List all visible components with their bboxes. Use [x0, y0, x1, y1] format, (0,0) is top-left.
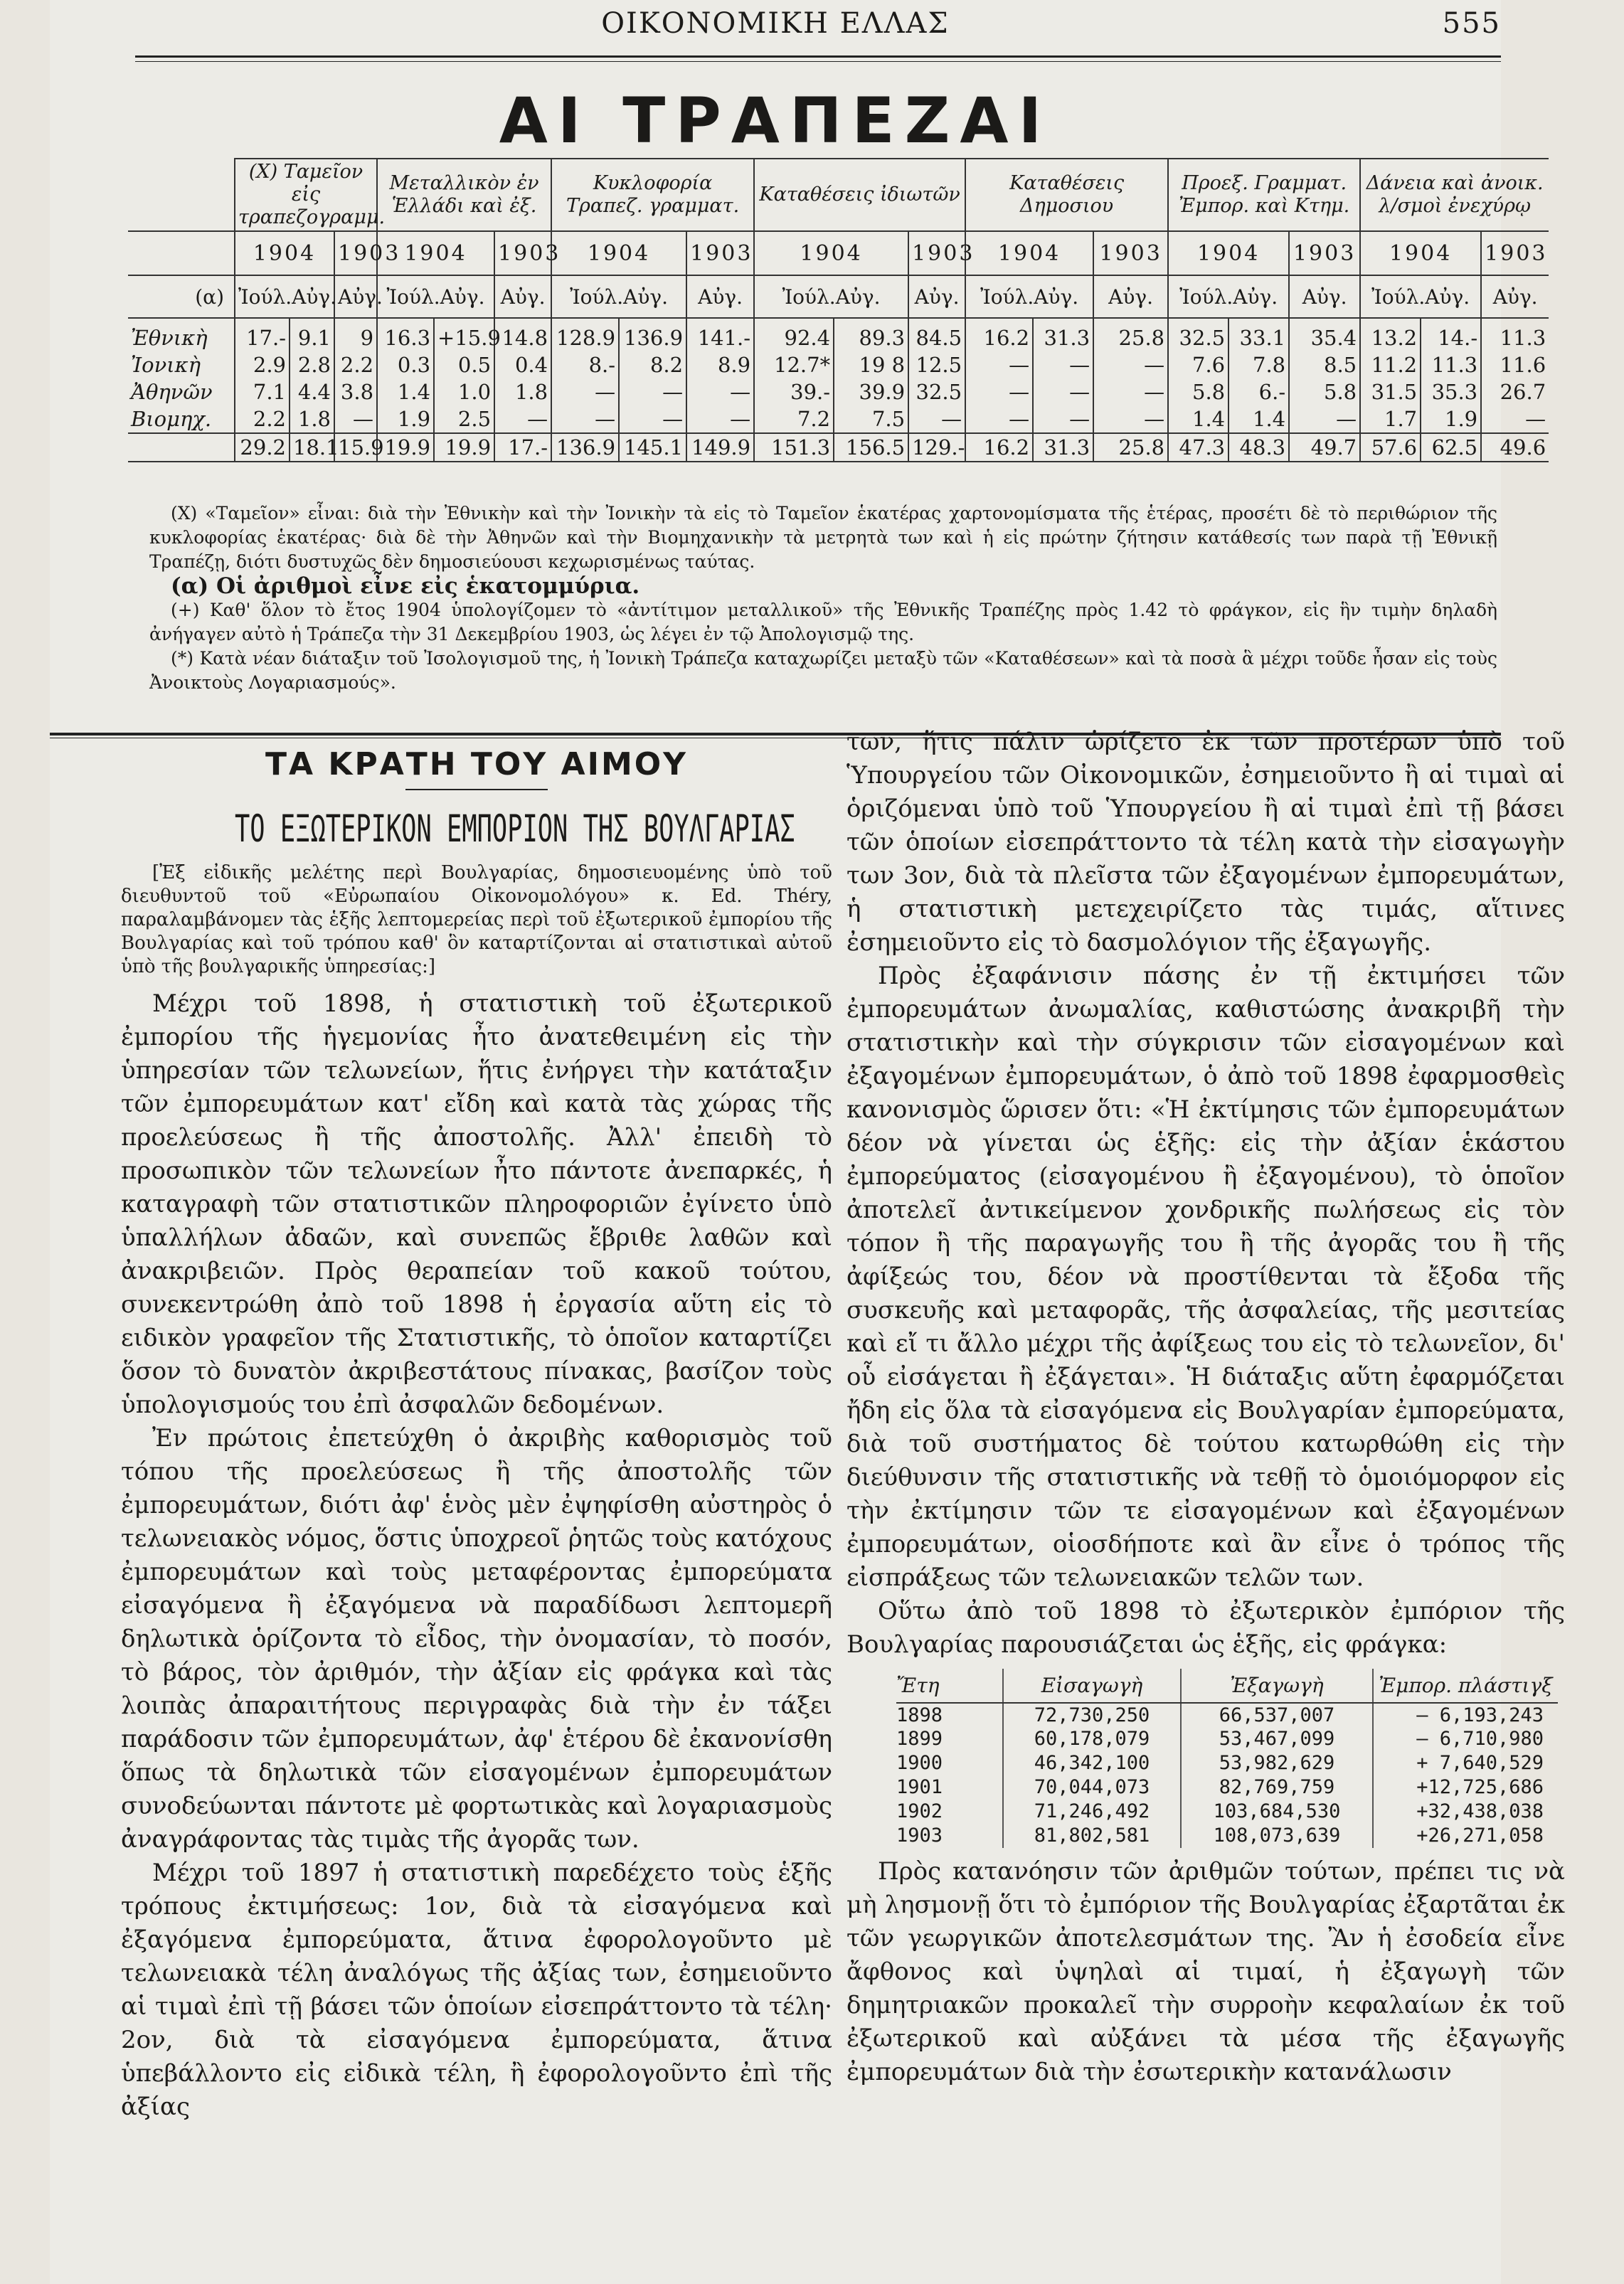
- trade-row: [896, 1800, 1558, 1824]
- table-cell: —: [551, 405, 619, 433]
- trade-exp: 108,073,639: [1181, 1824, 1373, 1848]
- table-cell: 11.2: [1360, 351, 1421, 378]
- year-cell: 1903: [1093, 231, 1168, 275]
- total-cell: 19.9: [377, 433, 434, 462]
- month-cell: Ἰούλ.Αὐγ.: [1168, 275, 1289, 318]
- month-cell: Ἰούλ.Αὐγ.: [754, 275, 908, 318]
- table-cell: 92.4: [754, 318, 834, 351]
- table-cell: 7.8: [1228, 351, 1289, 378]
- total-cell: 16.2: [965, 433, 1033, 462]
- table-cell: —: [1289, 405, 1360, 433]
- table-cell: 33.1: [1228, 318, 1289, 351]
- paragraph: Οὕτω ἀπὸ τοῦ 1898 τὸ ἐξωτερικὸν ἐμπόριον τῆς Βουλγαρίας παρουσιάζεται ὡς ἑξῆς, εἰς φράγκα:: [847, 1597, 1565, 1659]
- journal-title: ΟΙΚΟΝΟΜΙΚΗ ΕΛΛΑΣ: [601, 7, 950, 40]
- table-cell: 1.8: [290, 405, 334, 433]
- table-cell: 3.8: [334, 378, 377, 405]
- table-cell: —: [965, 405, 1033, 433]
- year-cell: 1903: [1289, 231, 1360, 275]
- month-header-row: [128, 275, 1549, 318]
- trade-year: 1903: [896, 1824, 943, 1847]
- month-cell: Αὐγ.: [334, 275, 377, 318]
- trade-exp: 53,982,629: [1181, 1751, 1373, 1775]
- trade-bal: +12,725,686: [1373, 1775, 1558, 1800]
- month-cell: Ἰούλ.Αὐγ.: [551, 275, 686, 318]
- table-footnotes: [149, 501, 1497, 695]
- trade-header-row: [896, 1669, 1558, 1703]
- table-cell: 35.3: [1421, 378, 1481, 405]
- month-cell: Ἰούλ.Αὐγ.: [235, 275, 334, 318]
- table-cell: 14.8: [494, 318, 551, 351]
- table-cell: 8.5: [1289, 351, 1360, 378]
- month-cell: Αὐγ.: [908, 275, 965, 318]
- table-cell: 2.2: [334, 351, 377, 378]
- table-cell: 1.4: [377, 378, 434, 405]
- section-title: ΤΑ ΚΡΑΤΗ ΤΟΥ ΑΙΜΟΥ: [265, 746, 688, 782]
- group-header: Καταθέσεις Δημοσιου: [965, 159, 1168, 231]
- year-cell: 1903: [908, 231, 965, 275]
- total-label: [128, 433, 235, 462]
- table-cell: 6.-: [1228, 378, 1289, 405]
- trade-imp: 60,178,079: [1003, 1727, 1181, 1751]
- footnote: (+) Καθ' ὅλον τὸ ἔτος 1904 ὑπολογίζομεν τὸ «ἀντίτιμον μεταλλικοῦ» τῆς Ἐθνικῆς Τραπέζης πρὸς 1.42 τὸ φράγκον, εἰς ἣν τιμὴν δηλαδὴ ἀνήγαγεν αὐτὸ ἡ Τράπεζα τὴν 31 Δεκεμβρίου 1903, ὡς λέγει ἐν τῷ Ἀπολογισμῷ της.: [149, 600, 1497, 644]
- trade-bal: +32,438,038: [1373, 1800, 1558, 1824]
- table-cell: —: [686, 405, 754, 433]
- table-cell: 14.-: [1421, 318, 1481, 351]
- trade-year: 1900: [896, 1752, 943, 1774]
- year-cell: 1904: [235, 231, 334, 275]
- trade-bal: + 7,640,529: [1373, 1751, 1558, 1775]
- table-cell: 12.7*: [754, 351, 834, 378]
- table-cell: 25.8: [1093, 318, 1168, 351]
- year-cell: 1904: [551, 231, 686, 275]
- table-cell: —: [1481, 405, 1549, 433]
- table-cell: 11.3: [1421, 351, 1481, 378]
- paragraph: Πρὸς κατανόησιν τῶν ἀριθμῶν τούτων, πρέπει τις νὰ μὴ λησμονῇ ὅτι τὸ ἐμπόριον τῆς Βουλγαρίας ἐξαρτᾶται ἐκ τῶν γεωργικῶν ἀποτελεσμάτων της. Ἂν ἡ ἐσοδεία εἶνε ἄφθονος καὶ ὑψηλαὶ αἱ τιμαί, ἡ ἐξαγωγὴ τῶν δημητριακῶν προκαλεῖ τὴν συρροὴν κεφαλαίων ἐκ τοῦ ἐξωτερικοῦ καὶ αὐξάνει τὰ μέσα τῆς ἐξαγωγῆς ἐμπορευμάτων διὰ τὴν ἐσωτερικὴν κατανάλωσιν: [847, 1857, 1565, 2086]
- table-cell: 31.5: [1360, 378, 1421, 405]
- table-cell: 7.1: [235, 378, 290, 405]
- table-cell: 13.2: [1360, 318, 1421, 351]
- table-cell: 0.4: [494, 351, 551, 378]
- newspaper-page: [50, 0, 1565, 2284]
- trade-year: 1898: [896, 1704, 943, 1726]
- table-cell: 141.-: [686, 318, 754, 351]
- bank-name: Βιομηχ.: [131, 407, 212, 431]
- table-cell: —: [494, 405, 551, 433]
- group-header: Κυκλοφορία Τραπεζ. γραμματ.: [551, 159, 754, 231]
- trade-header: Ἐμπορ. πλάστιγξ: [1373, 1669, 1558, 1703]
- footnote: (Χ) «Ταμεῖον» εἶναι: διὰ τὴν Ἐθνικὴν καὶ τὴν Ἰονικὴν τὰ εἰς τὸ Ταμεῖον ἑκατέρας χαρτονομίσματα τῆς ἑτέρας, προσέτι δὲ τὸ περιθώριον τῆς κυκλοφορίας ἑκατέρας· διὰ δὲ τὴν Ἀθηνῶν καὶ τὴν Βιομηχανικὴν τὰ μετρητὰ των καὶ ἡ εἰς πρώτην ζήτησιν κατάθεσίς των παρὰ τῇ Ἐθνικῇ Τραπέζῃ, διότι δυστυχῶς δὲν δημοσιεύουσι κεχωρισμένως ταύτας.: [149, 503, 1497, 572]
- units-marker: (α): [128, 275, 235, 318]
- trade-year: 1902: [896, 1800, 943, 1822]
- table-cell: —: [1093, 378, 1168, 405]
- section-banner: ΑΙ ΤΡΑΠΕΖΑΙ: [499, 84, 1052, 157]
- trade-row: [896, 1775, 1558, 1800]
- table-row: [128, 351, 1549, 378]
- trade-bal: — 6,710,980: [1373, 1727, 1558, 1751]
- table-cell: 1.4: [1168, 405, 1228, 433]
- table-cell: 12.5: [908, 351, 965, 378]
- table-cell: —: [619, 405, 686, 433]
- month-cell: Αὐγ.: [494, 275, 551, 318]
- table-cell: —: [1033, 405, 1093, 433]
- month-cell: Ἰούλ.Αὐγ.: [1360, 275, 1481, 318]
- table-cell: 16.3: [377, 318, 434, 351]
- trade-imp: 72,730,250: [1003, 1703, 1181, 1727]
- table-cell: 1.7: [1360, 405, 1421, 433]
- trade-bal: — 6,193,243: [1373, 1703, 1558, 1727]
- trade-row: [896, 1727, 1558, 1751]
- trade-header: Εἰσαγωγὴ: [1003, 1669, 1181, 1703]
- table-cell: 1.8: [494, 378, 551, 405]
- table-cell: +15.9: [434, 318, 494, 351]
- total-cell: 49.6: [1481, 433, 1549, 462]
- table-cell: 1.0: [434, 378, 494, 405]
- group-header: Καταθέσεις ἰδιωτῶν: [754, 159, 965, 231]
- paragraph: των, ἥτις πάλιν ὡρίζετο ἐκ τῶν προτέρων ὑπὸ τοῦ Ὑπουργείου τῶν Οἰκονομικῶν, ἐσημειοῦντο ἢ αἱ τιμαὶ αἱ ὁριζόμεναι ὑπὸ τοῦ Ὑπουργείου ἢ αἱ τιμαὶ ἐπὶ τῇ βάσει τῶν ὁποίων εἰσεπράττοντο τὰ τέλη κατὰ τὴν εἰσαγωγὴν των 3ον, διὰ τὰ πλεῖστα τῶν ἐξαγομένων ἐμπορευμάτων, ἡ στατιστικὴ μετεχειρίζετο τὰς τιμάς, αἵτινες ἐσημειοῦντο εἰς τὸ δασμολόγιον τῆς ἐξαγωγῆς.: [847, 728, 1565, 957]
- table-cell: —: [908, 405, 965, 433]
- table-cell: 31.3: [1033, 318, 1093, 351]
- year-header-row: [128, 231, 1549, 275]
- running-header: [50, 7, 1501, 43]
- paragraph: Μέχρι τοῦ 1898, ἡ στατιστικὴ τοῦ ἐξωτερικοῦ ἐμπορίου τῆς ἡγεμονίας ἦτο ἀνατεθειμένη εἰς τὴν ὑπηρεσίαν τῶν τελωνείων, ἥτις ἐνήργει τὴν κατάταξιν τῶν ἐμπορευμάτων κατ' εἴδη καὶ κατὰ τὰς χώρας τῆς προελεύσεως ἢ τῆς ἀποστολῆς. Ἀλλ' ἐπειδὴ τὸ προσωπικὸν τῶν τελωνείων ἦτο πάντοτε ἀνεπαρκές, ἡ καταγραφὴ τῶν στατιστικῶν πληροφοριῶν ἐγίνετο ὑπὸ ὑπαλλήλων ἀδαῶν, καὶ συνεπῶς ἔβριθε λαθῶν καὶ ἀνακριβειῶν. Πρὸς θεραπείαν τοῦ κακοῦ τούτου, συνεκεντρώθη ἀπὸ τοῦ 1898 ἡ ἐργασία αὕτη εἰς τὸ ειδικὸν γραφεῖον τῆς Στατιστικῆς, τὸ ὁποῖον καταρτίζει ὅσον τὸ δυνατὸν ἀκριβεστάτους πίνακας, βασίζον τοὺς ὑπολογισμούς του ἐπὶ ἀσφαλῶν δεδομένων.: [121, 989, 832, 1419]
- trade-row: [896, 1751, 1558, 1775]
- page-number: 555: [1442, 7, 1501, 40]
- table-row: [128, 318, 1549, 351]
- table-cell: 0.5: [434, 351, 494, 378]
- total-cell: 31.3: [1033, 433, 1093, 462]
- year-cell: 1904: [377, 231, 494, 275]
- total-cell: 62.5: [1421, 433, 1481, 462]
- trade-exp: 103,684,530: [1181, 1800, 1373, 1824]
- table-cell: 8.-: [551, 351, 619, 378]
- table-cell: 7.6: [1168, 351, 1228, 378]
- year-cell: 1903: [1481, 231, 1549, 275]
- table-cell: 1.9: [1421, 405, 1481, 433]
- total-cell: 18.1: [290, 433, 334, 462]
- table-cell: 17.-: [235, 318, 290, 351]
- table-cell: 89.3: [834, 318, 908, 351]
- trade-row: [896, 1824, 1558, 1848]
- banks-table: [128, 158, 1549, 462]
- total-cell: 136.9: [551, 433, 619, 462]
- year-cell: 1903: [686, 231, 754, 275]
- group-header: (Χ) Ταμεῖον εἰς τραπεζογραμμ.: [235, 159, 377, 231]
- total-cell: 47.3: [1168, 433, 1228, 462]
- group-header: Μεταλλικὸν ἐν Ἑλλάδι καὶ ἐξ.: [377, 159, 551, 231]
- table-cell: 128.9: [551, 318, 619, 351]
- table-cell: 32.5: [908, 378, 965, 405]
- month-cell: Αὐγ.: [1481, 275, 1549, 318]
- article-title: ΤΟ ΕΞΩΤΕΡΙΚΟΝ ΕΜΠΟΡΙΟΝ ΤΗΣ ΒΟΥΛΓΑΡΙΑΣ: [235, 808, 795, 851]
- paragraph: Πρὸς ἐξαφάνισιν πάσης ἐν τῇ ἐκτιμήσει τῶν ἐμπορευμάτων ἀνωμαλίας, καθιστώσης ἀνακριβῆ τὴν στατιστικὴν καὶ τὴν σύγκρισιν τῶν εἰσαγομένων καὶ ἐξαγομένων ἐμπορευμάτων, ὁ ἀπὸ τοῦ 1898 ἐφαρμοσθεὶς κανονισμὸς ὥρισεν ὅτι: «Ἡ ἐκτίμησις τῶν ἐμπορευμάτων δέον νὰ γίνεται ὡς ἑξῆς: εἰς τὴν ἀξίαν ἑκάστου ἐμπορεύματος (εἰσαγομένου ἢ ἐξαγομένου), τὸ ὁποῖον ἀποτελεῖ ἀντικείμενον χονδρικῆς πωλήσεως εἰς τὸν τόπον ἢ τῆς παραγωγῆς του ἢ τῆς ἀγορᾶς του ἢ τῆς ἀφίξεώς του, δέον νὰ προστίθενται τὰ ἔξοδα τῆς συσκευῆς καὶ μεταφορᾶς, τῆς ἀσφαλείας, τῆς μεσιτείας καὶ εἴ τι ἄλλο μέχρι τῆς ἀφίξεως του εἰς τὸ τελωνεῖον, δι' οὗ εἰσάγεται ἢ ἐξάγεται». Ἡ διάταξις αὕτη ἐφαρμόζεται ἤδη εἰς ὅλα τὰ εἰσαγόμενα εἰς Βουλγαρίαν ἐμπορεύματα, διὰ τοῦ συστήματος δὲ τούτου κατωρθώθη εἰς τὴν διεύθυνσιν τῆς στατιστικῆς νὰ τεθῇ τὸ ὁμοιόμορφον εἰς τὴν ἐκτίμησιν τῶν τε εἰσαγομένων καὶ ἐξαγομένων ἐμπορευμάτων, οἱοσδήποτε καὶ ἂν εἶνε ὁ τρόπος τῆς εἰσπράξεως τῶν τελωνειακῶν τελῶν των.: [847, 962, 1565, 1592]
- table-cell: 11.3: [1481, 318, 1549, 351]
- header-rule-thin: [135, 61, 1501, 62]
- total-cell: 17.-: [494, 433, 551, 462]
- table-cell: —: [1033, 378, 1093, 405]
- total-cell: 48.3: [1228, 433, 1289, 462]
- month-cell: Αὐγ.: [686, 275, 754, 318]
- table-cell: —: [551, 378, 619, 405]
- bank-name: Ἐθνικὴ: [128, 318, 235, 351]
- table-cell: 0.3: [377, 351, 434, 378]
- table-cell: —: [619, 378, 686, 405]
- trade-imp: 71,246,492: [1003, 1800, 1181, 1824]
- table-cell: 1.4: [1228, 405, 1289, 433]
- trade-row: [896, 1703, 1558, 1727]
- table-cell: 11.6: [1481, 351, 1549, 378]
- table-total-row: [128, 433, 1549, 462]
- table-cell: 2.2: [235, 405, 290, 433]
- group-header: Προεξ. Γραμματ. Ἐμπορ. καὶ Κτημ.: [1168, 159, 1360, 231]
- table-cell: 26.7: [1481, 378, 1549, 405]
- table-cell: 2.5: [434, 405, 494, 433]
- total-cell: 19.9: [434, 433, 494, 462]
- total-cell: 49.7: [1289, 433, 1360, 462]
- total-cell: 129.-: [908, 433, 965, 462]
- table-cell: 136.9: [619, 318, 686, 351]
- month-cell: Ἰούλ.Αὐγ.: [377, 275, 494, 318]
- table-cell: 84.5: [908, 318, 965, 351]
- trade-year: 1901: [896, 1776, 943, 1798]
- trade-header: Ἐξαγωγὴ: [1181, 1669, 1373, 1703]
- table-row: [128, 405, 1549, 433]
- table-cell: —: [1093, 351, 1168, 378]
- group-header-row: [128, 159, 1549, 231]
- table-cell: —: [334, 405, 377, 433]
- table-cell: 9: [334, 318, 377, 351]
- total-cell: 151.3: [754, 433, 834, 462]
- paragraph: Ἐν πρώτοις ἐπετεύχθη ὁ ἀκριβὴς καθορισμὸς τοῦ τόπου τῆς προελεύσεως ἢ τῆς ἀποστολῆς τῶν ἐμπορευμάτων, διότι ἀφ' ἑνὸς μὲν ἐψηφίσθη αὐστηρὸς ὁ τελωνειακὸς νόμος, ὅστις ὑποχρεοῖ ῥητῶς τοὺς κατόχους ἐμπορευμάτων καὶ τοὺς μεταφέροντας ἐμπορεύματα εἰσαγόμενα ἢ ἐξαγόμενα νὰ παραδίδωσι λεπτομερῆ δηλωτικὰ ὁρίζοντα τὸ εἶδος, τὴν ὀνομασίαν, τὸ ποσόν, τὸ βάρος, τὸν ἀριθμόν, τὴν ἀξίαν εἰς φράγκα καὶ τὰς λοιπὰς ἀπαραιτήτους περιγραφὰς διὰ τὴν ἐν τάξει παράδοσιν τῶν ἐμπορευμάτων, ἀφ' ἑτέρου δὲ ἐκανονίσθη ὅπως τὰ δηλωτικὰ τῶν εἰσαγομένων ἐμπορευμάτων συνοδεύωνται πάντοτε μὲ φορτωτικὰς καὶ λογαριασμοὺς ἀναγράφοντας τὰς τιμὰς τῆς ἀγορᾶς των.: [121, 1424, 832, 1854]
- table-cell: 35.4: [1289, 318, 1360, 351]
- table-cell: 2.9: [235, 351, 290, 378]
- year-cell: 1903: [334, 231, 377, 275]
- table-cell: 1.9: [377, 405, 434, 433]
- table-cell: 39.-: [754, 378, 834, 405]
- trade-imp: 81,802,581: [1003, 1824, 1181, 1848]
- trade-exp: 82,769,759: [1181, 1775, 1373, 1800]
- table-cell: 2.8: [290, 351, 334, 378]
- article-intro: [Ἐξ εἰδικῆς μελέτης περὶ Βουλγαρίας, δημοσιευομένης ὑπὸ τοῦ διευθυντοῦ τοῦ «Εὐρωπαίου Οἰκονομολόγου» κ. Ed. Théry, παραλαμβάνομεν τὰς ἑξῆς λεπτομερείας περὶ τοῦ ἐξωτερικοῦ ἐμπορίου τῆς Βουλγαρίας καὶ τοῦ τρόπου καθ' ὃν καταρτίζονται αἱ στατιστικαὶ αὐτοῦ ὑπὸ τῆς βουλγαρικῆς ὑπηρεσίας:]: [121, 862, 832, 977]
- table-cell: —: [965, 378, 1033, 405]
- table-row: [128, 378, 1549, 405]
- paragraph: Μέχρι τοῦ 1897 ἡ στατιστικὴ παρεδέχετο τοὺς ἑξῆς τρόπους ἐκτιμήσεως: 1ον, διὰ τὰ εἰσαγόμενα καὶ ἐξαγόμενα ἐμπορεύματα, ἅτινα ἐφορολογοῦντο μὲ τελωνειακὰ τέλη ἀναλόγως τῆς ἀξίας των, ἐσημειοῦντο αἱ τιμαὶ ἐπὶ τῇ βάσει τῶν ὁποίων εἰσεπράττοντο τὰ τέλη· 2ον, διὰ τὰ εἰσαγόμενα ἐμπορεύματα, ἅτινα ὑπεβάλλοντο εἰς εἰδικὰ τέλη, ἢ ἐφορολογοῦντο ἐπὶ τῆς ἀξίας: [121, 1859, 832, 2121]
- trade-imp: 70,044,073: [1003, 1775, 1181, 1800]
- table-cell: 19 8: [834, 351, 908, 378]
- year-cell: 1903: [494, 231, 551, 275]
- total-cell: 156.5: [834, 433, 908, 462]
- table-cell: 5.8: [1289, 378, 1360, 405]
- table-cell: 7.2: [754, 405, 834, 433]
- trade-header: Ἔτη: [896, 1669, 1003, 1703]
- table-cell: 39.9: [834, 378, 908, 405]
- title-rule: [405, 789, 548, 790]
- banks-table-body: [128, 318, 1549, 462]
- table-cell: —: [965, 351, 1033, 378]
- table-cell: 32.5: [1168, 318, 1228, 351]
- trade-imp: 46,342,100: [1003, 1751, 1181, 1775]
- table-cell: —: [1033, 351, 1093, 378]
- month-cell: Αὐγ.: [1289, 275, 1360, 318]
- table-cell: 9.1: [290, 318, 334, 351]
- table-cell: 5.8: [1168, 378, 1228, 405]
- bank-name: Ἀθηνῶν: [131, 380, 213, 404]
- trade-year: 1899: [896, 1728, 943, 1750]
- year-cell: 1904: [1360, 231, 1481, 275]
- table-cell: 8.2: [619, 351, 686, 378]
- table-cell: 16.2: [965, 318, 1033, 351]
- total-cell: 57.6: [1360, 433, 1421, 462]
- table-cell: —: [1093, 405, 1168, 433]
- year-cell: 1904: [965, 231, 1093, 275]
- footnote-units: (α) Οἱ ἀριθμοὶ εἶνε εἰς ἑκατομμύρια.: [171, 573, 640, 599]
- bank-name: Ἰονικὴ: [131, 353, 201, 377]
- year-cell: 1904: [1168, 231, 1289, 275]
- table-cell: 7.5: [834, 405, 908, 433]
- trade-exp: 66,537,007: [1181, 1703, 1373, 1727]
- header-rule: [135, 55, 1501, 58]
- table-cell: 4.4: [290, 378, 334, 405]
- group-header: Δάνεια καὶ ἀνοικ. λ/σμοὶ ἐνεχύρῳ: [1360, 159, 1549, 231]
- total-cell: 29.2: [235, 433, 290, 462]
- total-cell: 15.9: [334, 433, 377, 462]
- month-cell: Αὐγ.: [1093, 275, 1168, 318]
- total-cell: 25.8: [1093, 433, 1168, 462]
- trade-exp: 53,467,099: [1181, 1727, 1373, 1751]
- trade-table-body: [896, 1703, 1558, 1848]
- total-cell: 149.9: [686, 433, 754, 462]
- right-column: [847, 726, 1565, 2089]
- left-column: [121, 743, 832, 2124]
- table-cell: —: [686, 378, 754, 405]
- trade-bal: +26,271,058: [1373, 1824, 1558, 1848]
- year-cell: 1904: [754, 231, 908, 275]
- footnote: (*) Κατὰ νέαν διάταξιν τοῦ Ἰσολογισμοῦ της, ἡ Ἰονικὴ Τράπεζα καταχωρίζει μεταξὺ τῶν «Καταθέσεων» καὶ τὰ ποσὰ ἃ μέχρι τοῦδε ἦσαν εἰς τοὺς Ἀνοικτοὺς Λογαριασμούς».: [149, 648, 1497, 693]
- trade-table: [896, 1669, 1558, 1848]
- total-cell: 145.1: [619, 433, 686, 462]
- month-cell: Ἰούλ.Αὐγ.: [965, 275, 1093, 318]
- table-cell: 8.9: [686, 351, 754, 378]
